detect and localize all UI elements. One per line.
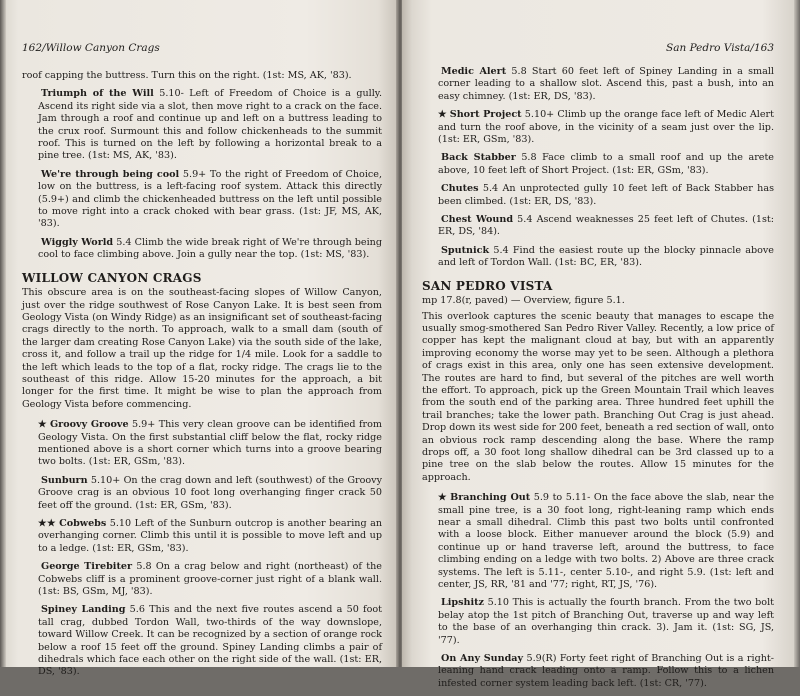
route-description: 5.9 to 5.11- On the face above the slab, near the small pine tree, is a 30 foot long, right-leaning ramp which ends near a small dihedral. Climb this past two bolts until confronted with a loose block. Either manuever around the block (5.9) and continue up or hand traverse left, around the buttress, to face climbing ending on a ledge with two bolts. 2) Above are three crack systems. The left is 5.11-, center 5.10-, and right 5.9. (1st: left and center, JS, RR, '81 and '77; right, RT, JS, '76). — [438, 492, 775, 591]
route-description: 5.4 Find the easiest route up the blocky pinnacle above and left of Tordon Wall. (1st: BC, ER, '83). — [438, 244, 774, 269]
route-name: On Any Sunday — [441, 653, 524, 665]
section-intro: This overlook captures the scenic beauty that manages to escape the usually smog-smothered San Pedro River Valley. Recently, a low price of copper has kept the malignant cloud at bay, but with an apparently improving economy the worse may yet to be seen. Although a plethora of crags exist in this area, only one has seen extensive development. The routes are hard to find, but several of the pitches are well worth the effort. To approach, pick up the Green Mountain Trail which leaves from the south end of the parking area. Three hundred feet uphill the trail branches; take the lower path. Branching Out Crag is just ahead. Drop down its west side for 200 feet, beneath a red section of wall, onto an obvious rock ramp descending along the base. Where the ramp drops off, a 30 foot long shallow dihedral can be 3rd classed up to a pine tree on the slab below the routes. Allow 15 minutes for the approach. — [422, 310, 774, 483]
route-description: 5.9+ This very clean groove can be identified from Geology Vista. On the first substantial cliff below the flat, rocky ridge mentioned above is a short corner which turns into a groove bearing two bolts. (1st: ER, GSm, '83). — [38, 419, 382, 468]
route-name: We're through being cool — [41, 168, 180, 180]
route-name: Triumph of the Will — [41, 88, 154, 100]
route-entry — [422, 214, 774, 239]
route-entry — [22, 88, 382, 162]
route-name: George Tirebiter — [41, 561, 133, 573]
route-entry — [22, 475, 382, 512]
route-entry — [422, 152, 774, 177]
route-name: Medic Alert — [441, 66, 507, 77]
route-stars: ★★ — [38, 518, 57, 529]
route-entry — [22, 169, 382, 231]
route-name: Short Project — [449, 109, 522, 121]
section-title: SAN PEDRO VISTA — [422, 278, 553, 293]
route-stars: ★ — [438, 109, 447, 121]
route-entry — [422, 245, 774, 270]
route-name: Sputnick — [441, 244, 490, 256]
route-name: Groovy Groove — [49, 419, 129, 431]
route-list-left — [22, 419, 382, 679]
left-page-content — [22, 70, 382, 685]
route-name: Sunburn — [41, 474, 88, 486]
route-list-top-left — [22, 88, 382, 261]
right-page — [402, 0, 794, 689]
route-description: 5.4 Ascend weaknesses 25 feet left of Chutes. (1st: ER, DS, '84). — [438, 214, 774, 238]
route-description: 5.10 This is actually the fourth branch. From the two bolt belay atop the 1st pitch of Branching Out, traverse up and way left to the base of an overhanging thin crack. 3). Jam it. (1st: SG, JS, '77). — [438, 597, 774, 646]
route-description: 5.10+ On the crag down and left (southwest) of the Groovy Groove crag is an obvious 10 foot long overhanging finger crack 50 feet off the ground. (1st: ER, GSm, '83). — [38, 474, 382, 511]
route-name: Lipshitz — [441, 597, 484, 609]
route-entry — [422, 183, 774, 208]
route-description: 5.10- Left of Freedom of Choice is a gully. Ascend its right side via a slot, then move right to a crack on the face. Jam through a roof and continue up and left on a buttress leading to the crux roof. Surmount this and follow chickenheads to the summit roof. This is turned on the left by following a horizontal break to a pine tree. (1st: MS, AK, '83). — [38, 88, 383, 162]
route-name: Branching Out — [450, 492, 531, 504]
section-subtitle: mp 17.8(r, paved) — Overview, figure 5.1. — [422, 295, 625, 307]
continued-text: roof capping the buttress. Turn this on the right. (1st: MS, AK, '83). — [22, 70, 352, 81]
route-description: 5.8 Start 60 feet left of Spiney Landing in a small corner leading to a shallow slot. Ascend this, past a bush, into an easy chimney. (1st: ER, DS, '83). — [438, 66, 775, 102]
route-name: Wiggly World — [41, 236, 114, 248]
route-description: 5.4 An unprotected gully 10 feet left of Back Stabber has been climbed. (1st: ER, DS, '83). — [438, 183, 774, 207]
route-description: 5.9+ To the right of Freedom of Choice, low on the buttress, is a left-facing roof system. Attack this directly (5.9+) and climb the chickenheaded buttress on the left until possible to move right into a crack choked with bear grass. (1st: JF, MS, AK, '83). — [38, 168, 382, 230]
route-entry — [22, 237, 382, 262]
route-entry — [22, 561, 382, 598]
route-name: Back Stabber — [441, 152, 516, 164]
route-entry — [422, 66, 774, 103]
route-list-right — [422, 492, 774, 690]
route-name: Chest Wound — [441, 214, 514, 226]
route-stars: ★ — [38, 419, 47, 431]
route-entry — [22, 518, 382, 555]
route-description: 5.8 Face climb to a small roof and up the arete above, 10 feet left of Short Project. (1st: ER, GSm, '83). — [438, 152, 774, 176]
route-name: Spiney Landing — [41, 604, 126, 616]
route-entry — [422, 492, 774, 591]
left-running-head: 162/Willow Canyon Crags — [22, 42, 160, 54]
route-description: 5.8 On a crag below and right (northeast) of the Cobwebs cliff is a prominent groove-corner just right of a blank wall. (1st: BS, GSm, MJ, '83). — [38, 561, 382, 598]
route-entry — [22, 419, 382, 469]
route-stars: ★ — [438, 492, 448, 504]
route-name: Chutes — [441, 183, 479, 195]
route-description: 5.9(R) Forty feet right of Branching Out is a right-leaning hand crack leading onto a ramp. Follow this to a lichen infested corner system leading back left. (1st: CR, '77). — [438, 653, 774, 689]
route-description: 5.10+ Climb up the orange face left of Medic Alert and turn the roof above, in the vicinity of a seam just over the lip. (1st: ER, GSm, '83). — [438, 109, 774, 146]
route-name: Cobwebs — [59, 518, 107, 529]
right-page-content — [422, 66, 774, 696]
route-description: 5.6 This and the next five routes ascend a 50 foot tall crag, dubbed Tordon Wall, two-thirds of the way downslope, toward Willow Creek. It can be recognized by a section of orange rock below a roof 15 feet off the ground. Spiney Landing climbs a pair of dihedrals which face each other on the right side of the wall. (1st: ER, DS, '83). — [38, 604, 383, 678]
route-list-top-right — [422, 66, 774, 270]
section-intro: This obscure area is on the southeast-facing slopes of Willow Canyon, just over the ridge southwest of Rose Canyon Lake. It is best seen from Geology Vista (on Windy Ridge) as an insignificant set of southeast-facing crags directly to the north. To approach, walk to a small dam (south of the larger dam creating Rose Canyon Lake) via the south side of the lake, cross it, and follow a trail up the ridge for 1/4 mile. Look for a saddle to the left which leads to the top of a flat, rocky ridge. The crags lie to the southeast of this ridge. Allow 15-20 minutes for the approach, a bit longer for the first time. It might be wise to plan the approach from Geology Vista before commencing. — [22, 287, 382, 410]
route-entry — [422, 653, 774, 690]
book-edge — [794, 0, 800, 667]
section-title: WILLOW CANYON CRAGS — [22, 270, 202, 285]
route-description: 5.10 Left of the Sunburn outcrop is another bearing an overhanging corner. Climb this until it is possible to move left and up to a ledge. (1st: ER, GSm, '83). — [38, 518, 382, 554]
route-entry — [422, 109, 774, 146]
right-running-head: San Pedro Vista/163 — [666, 42, 774, 54]
route-description: 5.4 Climb the wide break right of We're through being cool to face climbing above. Join a gully near the top. (1st: MS, '83). — [38, 236, 382, 261]
left-page — [6, 0, 398, 678]
route-entry — [22, 604, 382, 678]
route-entry — [422, 597, 774, 647]
